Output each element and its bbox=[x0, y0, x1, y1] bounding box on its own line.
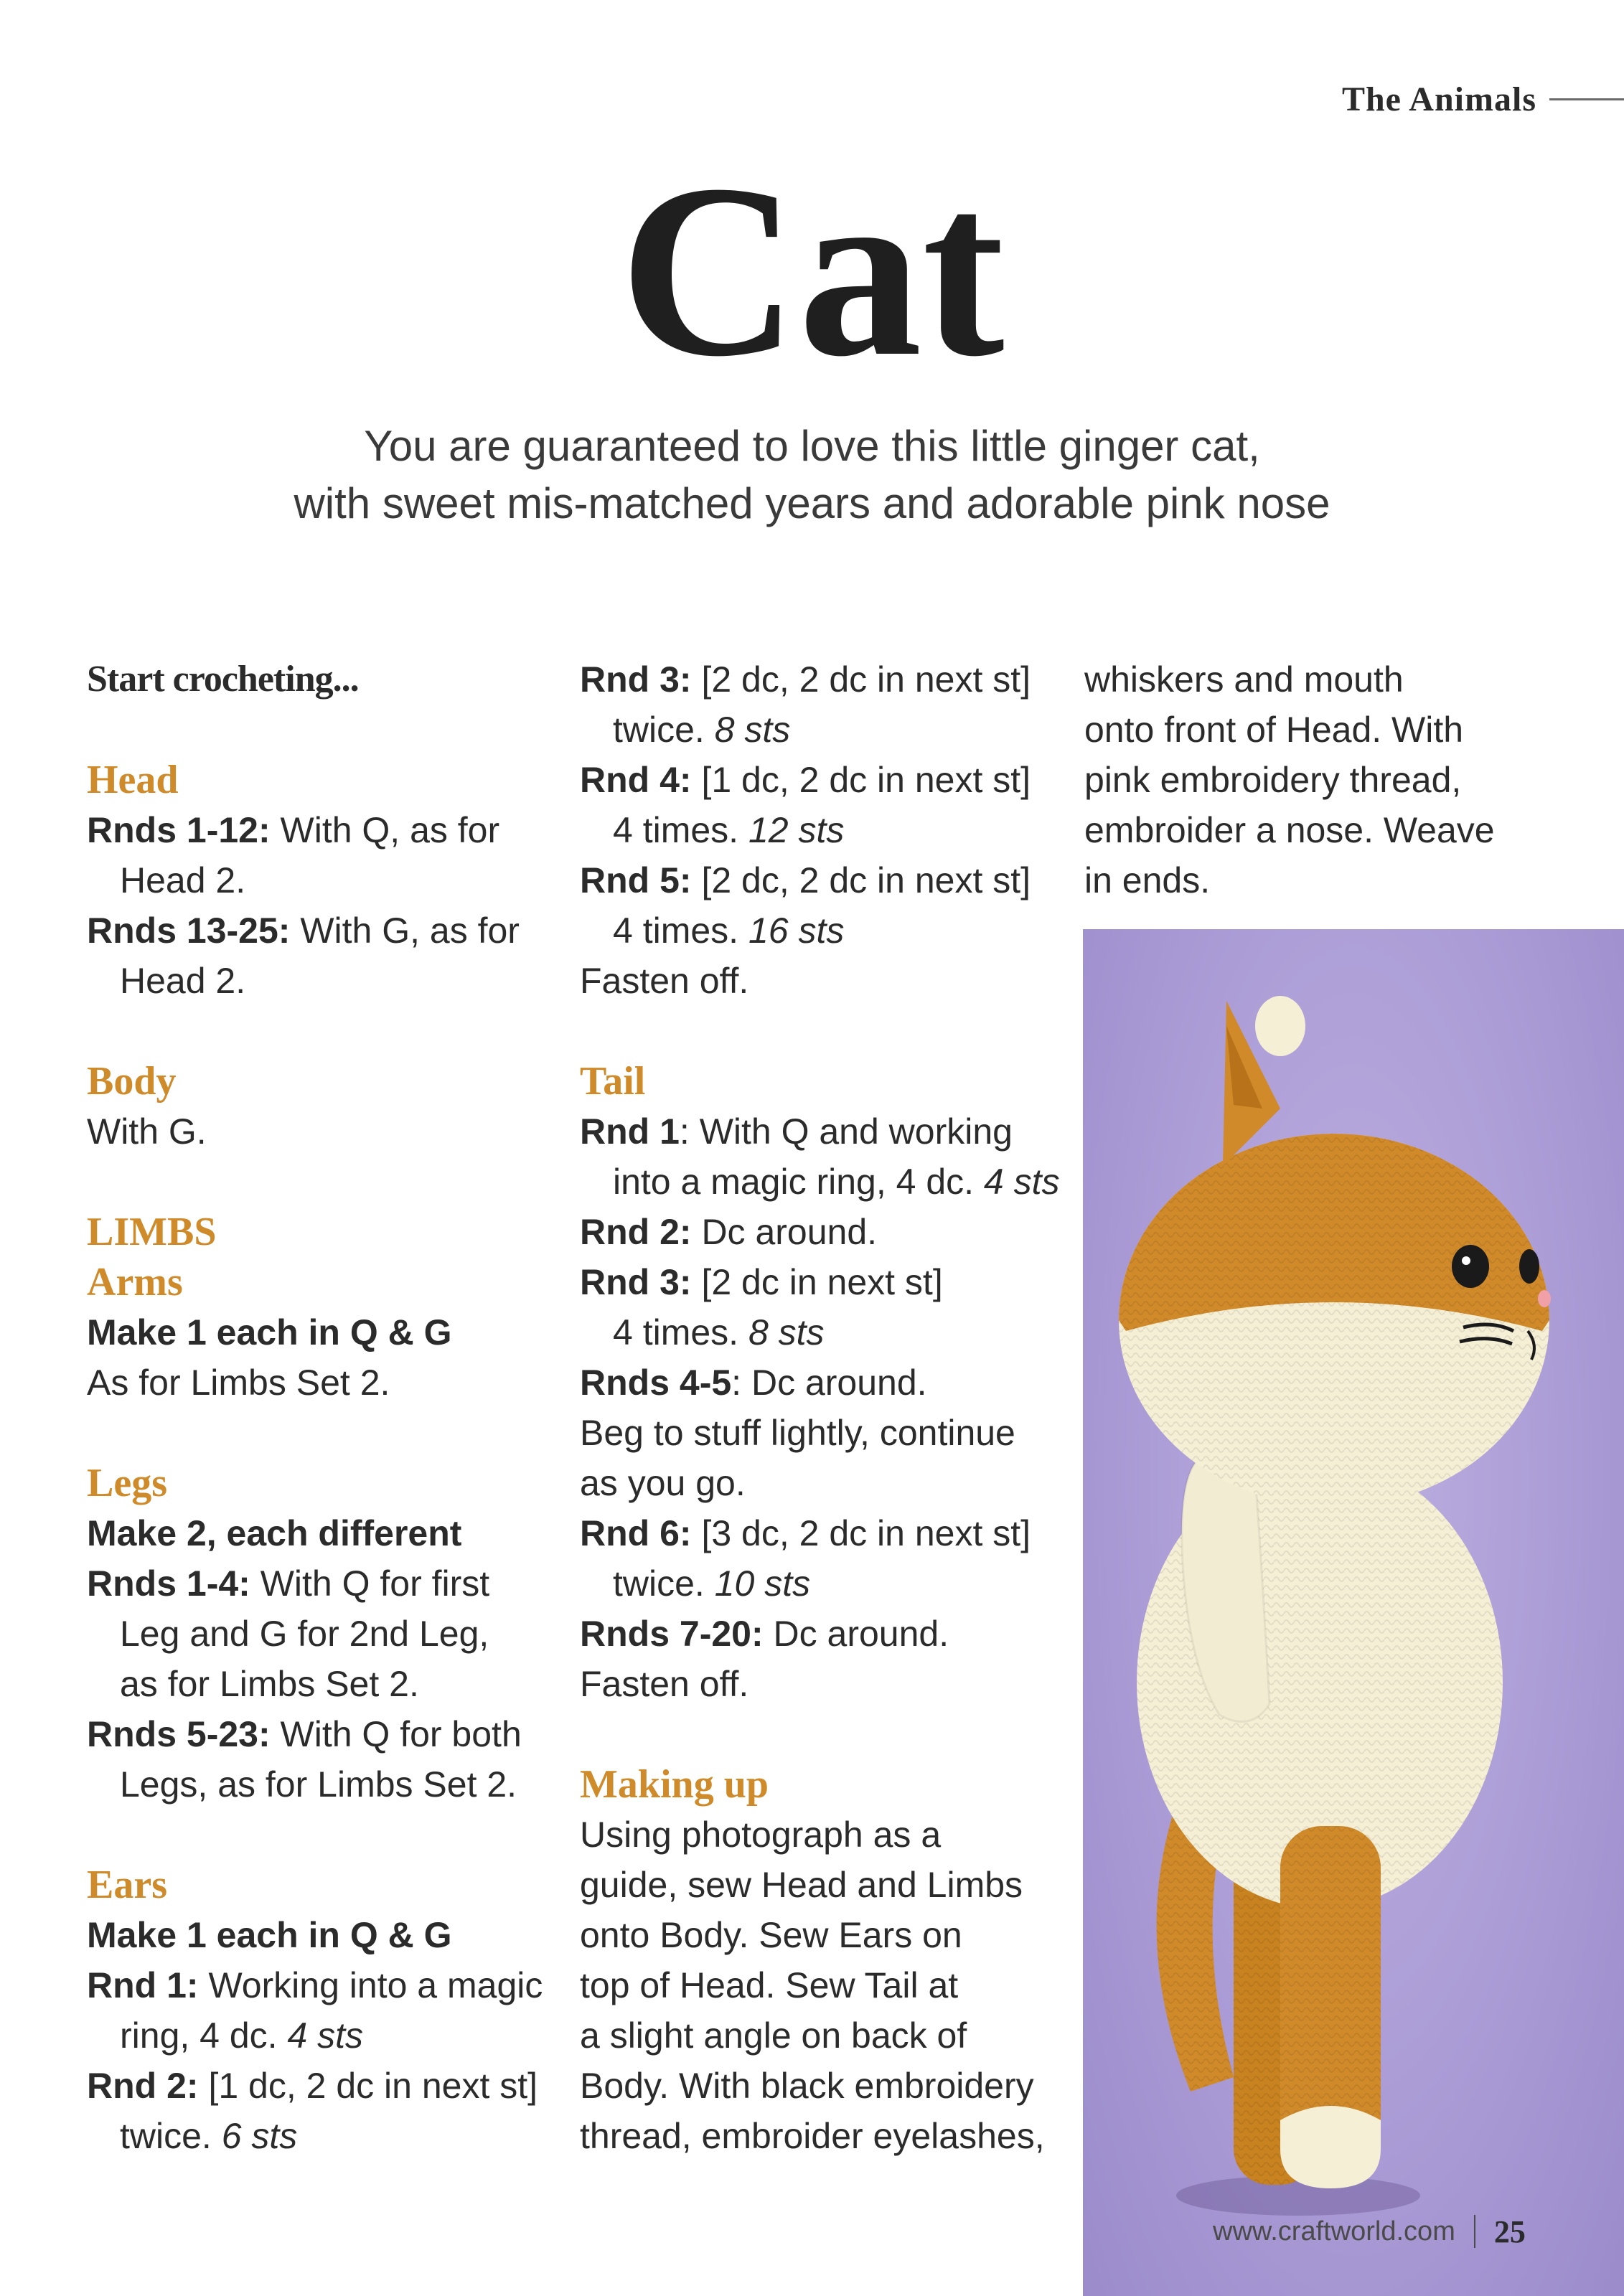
round-continuation: 4 times. bbox=[613, 810, 748, 850]
round-text: [2 dc in next st] bbox=[691, 1262, 943, 1302]
legs-subheading: Make 2, each different bbox=[87, 1513, 462, 1553]
round-continuation: Head 2. bbox=[120, 860, 246, 900]
stitch-count: 6 sts bbox=[221, 2116, 298, 2156]
column-3 bbox=[1084, 654, 1587, 905]
ears-round-2 bbox=[87, 2061, 546, 2111]
round-text: : Dc around. bbox=[731, 1363, 927, 1403]
round-text: [2 dc, 2 dc in next st] bbox=[691, 860, 1031, 900]
eye bbox=[1519, 1249, 1539, 1284]
footer-url[interactable]: www.craftworld.com bbox=[1213, 2216, 1455, 2246]
section-label: The Animals bbox=[1341, 80, 1536, 118]
round-label: Rnd 5: bbox=[580, 860, 692, 900]
stitch-count: 12 sts bbox=[748, 810, 845, 850]
round-label: Rnd 2: bbox=[580, 1212, 692, 1252]
tail-rounds-7-20 bbox=[580, 1609, 1082, 1659]
round-continuation: twice. bbox=[613, 710, 715, 750]
round-label: Rnds 1-4: bbox=[87, 1563, 250, 1604]
intro-line: with sweet mis-matched years and adorable pink nose bbox=[294, 479, 1330, 527]
round-text: With Q, as for bbox=[270, 810, 500, 850]
round-label: Rnds 4-5 bbox=[580, 1363, 732, 1403]
legs-round-1 bbox=[87, 1558, 546, 1609]
making-up-line: guide, sew Head and Limbs bbox=[580, 1865, 1023, 1905]
round-label: Rnds 7-20: bbox=[580, 1614, 764, 1654]
round-label: Rnd 1 bbox=[580, 1111, 680, 1152]
legs-round-2 bbox=[87, 1709, 546, 1759]
section-rule bbox=[1549, 98, 1624, 100]
arms-subheading: Make 1 each in Q & G bbox=[87, 1312, 452, 1352]
making-up-line: a slight angle on back of bbox=[580, 2015, 967, 2056]
arms-heading: Arms bbox=[87, 1260, 183, 1304]
stuffing-note: as you go. bbox=[580, 1463, 746, 1503]
stitch-count: 4 sts bbox=[983, 1162, 1060, 1202]
ears-subheading: Make 1 each in Q & G bbox=[87, 1915, 452, 1955]
tail-round-3 bbox=[580, 1257, 1082, 1307]
round-label: Rnd 1: bbox=[87, 1965, 199, 2005]
making-up-line: embroider a nose. Weave bbox=[1084, 810, 1495, 850]
cat-photo bbox=[1083, 929, 1624, 2296]
body-heading: Body bbox=[87, 1059, 177, 1104]
making-up-heading: Making up bbox=[580, 1762, 769, 1807]
making-up-line: in ends. bbox=[1084, 860, 1211, 900]
round-text: With Q for first bbox=[250, 1563, 490, 1604]
nose bbox=[1538, 1290, 1551, 1307]
footer-divider bbox=[1474, 2215, 1475, 2248]
ear-cream bbox=[1255, 996, 1305, 1056]
round-continuation: Leg and G for 2nd Leg, bbox=[120, 1614, 489, 1654]
making-up-line: Using photograph as a bbox=[580, 1815, 942, 1855]
ears-round-1 bbox=[87, 1960, 546, 2010]
round-continuation: into a magic ring, 4 dc. bbox=[613, 1162, 984, 1202]
head-heading: Head bbox=[87, 758, 179, 802]
round-text: [1 dc, 2 dc in next st] bbox=[691, 760, 1031, 800]
page-footer bbox=[1213, 2210, 1526, 2253]
round-continuation: as for Limbs Set 2. bbox=[120, 1664, 419, 1704]
round-continuation: 4 times. bbox=[613, 1312, 748, 1352]
round-text: With G, as for bbox=[290, 911, 520, 951]
tail-rounds-4-5 bbox=[580, 1358, 1082, 1408]
lead-heading: Start crocheting... bbox=[87, 659, 359, 700]
round-label: Rnd 4: bbox=[580, 760, 692, 800]
section-header bbox=[1342, 77, 1624, 121]
making-up-line: thread, embroider eyelashes, bbox=[580, 2116, 1045, 2156]
column-1 bbox=[87, 654, 546, 2161]
stitch-count: 16 sts bbox=[748, 911, 845, 951]
round-text: [1 dc, 2 dc in next st] bbox=[198, 2066, 538, 2106]
stitch-count: 10 sts bbox=[714, 1563, 811, 1604]
round-text: Working into a magic bbox=[198, 1965, 543, 2005]
round-label: Rnds 1-12: bbox=[87, 810, 271, 850]
round-label: Rnds 13-25: bbox=[87, 911, 291, 951]
making-up-line: onto Body. Sew Ears on bbox=[580, 1915, 962, 1955]
round-continuation: ring, 4 dc. bbox=[120, 2015, 288, 2056]
round-continuation: Legs, as for Limbs Set 2. bbox=[120, 1764, 517, 1805]
round-text: With Q for both bbox=[270, 1714, 522, 1754]
ears-round-3 bbox=[580, 654, 1082, 705]
ears-heading: Ears bbox=[87, 1863, 167, 1907]
tail-round-6 bbox=[580, 1508, 1082, 1558]
head-round-2 bbox=[87, 905, 546, 956]
stitch-count: 4 sts bbox=[287, 2015, 364, 2056]
leg-paw bbox=[1280, 2106, 1381, 2188]
tail-heading: Tail bbox=[580, 1059, 646, 1104]
head-round-1 bbox=[87, 805, 546, 855]
column-2 bbox=[580, 654, 1082, 2161]
cat-illustration bbox=[1083, 929, 1624, 2296]
arms-text: As for Limbs Set 2. bbox=[87, 1363, 390, 1403]
round-label: Rnd 3: bbox=[580, 659, 692, 700]
round-text: : With Q and working bbox=[679, 1111, 1013, 1152]
round-continuation: twice. bbox=[613, 1563, 715, 1604]
fasten-off-text: Fasten off. bbox=[580, 961, 749, 1001]
intro-line: You are guaranteed to love this little ginger cat, bbox=[364, 422, 1260, 470]
page-title: Cat bbox=[619, 133, 1005, 408]
making-up-line: Body. With black embroidery bbox=[580, 2066, 1034, 2106]
making-up-line: pink embroidery thread, bbox=[1084, 760, 1462, 800]
tail-round-1 bbox=[580, 1106, 1082, 1157]
legs-heading: Legs bbox=[87, 1461, 167, 1505]
round-label: Rnd 3: bbox=[580, 1262, 692, 1302]
making-up-line: top of Head. Sew Tail at bbox=[580, 1965, 959, 2005]
making-up-line: whiskers and mouth bbox=[1084, 659, 1404, 700]
stuffing-note: Beg to stuff lightly, continue bbox=[580, 1413, 1015, 1453]
round-label: Rnd 2: bbox=[87, 2066, 199, 2106]
round-label: Rnds 5-23: bbox=[87, 1714, 271, 1754]
round-text: Dc around. bbox=[691, 1212, 878, 1252]
page-number: 25 bbox=[1493, 2213, 1526, 2249]
stitch-count: 8 sts bbox=[714, 710, 791, 750]
round-label: Rnd 6: bbox=[580, 1513, 692, 1553]
round-text: [2 dc, 2 dc in next st] bbox=[691, 659, 1031, 700]
fasten-off-text: Fasten off. bbox=[580, 1664, 749, 1704]
limbs-heading: LIMBS bbox=[87, 1210, 217, 1254]
round-continuation: Head 2. bbox=[120, 961, 246, 1001]
ears-round-4 bbox=[580, 755, 1082, 805]
ears-round-5 bbox=[580, 855, 1082, 905]
round-continuation: twice. bbox=[120, 2116, 222, 2156]
making-up-line: onto front of Head. With bbox=[1084, 710, 1464, 750]
body-text: With G. bbox=[87, 1111, 207, 1152]
round-continuation: 4 times. bbox=[613, 911, 748, 951]
round-text: [3 dc, 2 dc in next st] bbox=[691, 1513, 1031, 1553]
eye bbox=[1452, 1245, 1489, 1288]
stitch-count: 8 sts bbox=[748, 1312, 825, 1352]
round-text: Dc around. bbox=[763, 1614, 949, 1654]
intro-text bbox=[0, 418, 1624, 532]
tail-round-2 bbox=[580, 1207, 1082, 1257]
